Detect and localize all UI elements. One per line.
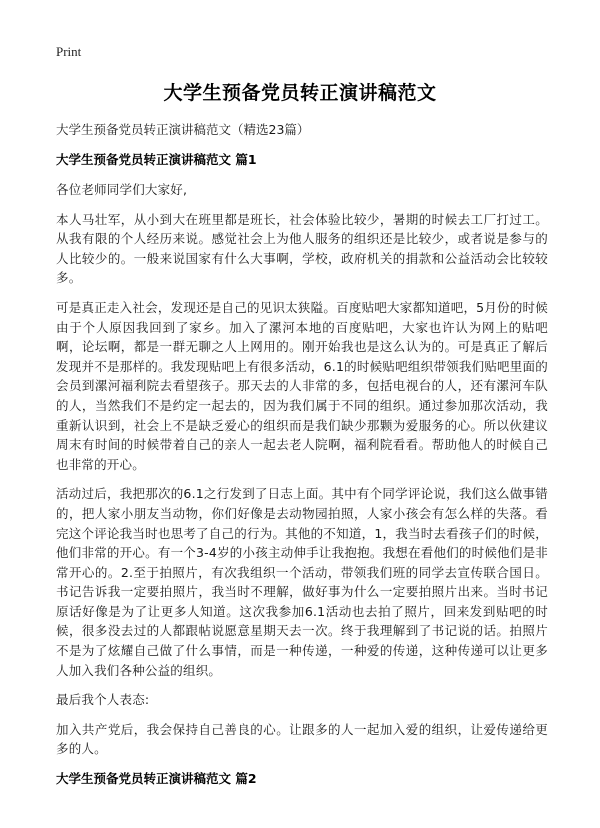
paragraph: 可是真正走入社会，发现还是自己的见识太狭隘。百度贴吧大家都知道吧，5月份的时候由于个人原因我回到了家乡。加入了漯河本地的百度贴吧，大家也许认为网上的贴吧啊，论坛啊，都是一群无聊之人上网用的。刚开始我也是这么认为的。可是真正了解后发现并不是那样的。我发现贴吧上有很多活动，6.1的时候贴吧组织带领我们贴吧里面的会员到漯河福利院去看望孩子。那天去的人非常的多，包括电视台的人，还有漯河车队的人，当然我们不是约定一起去的，因为我们属于不同的组织。通过参加那次活动，我重新认识到，社会上不是缺乏爱心的组织而是我们缺少那颗为爱服务的心。所以伙建议周末有时间的时候带着自己的亲人一起去老人院啊，福利院看看。帮助他人的时候自己也非常的开心。 xyxy=(56,299,548,472)
paragraph: 最后我个人表态: xyxy=(56,692,150,708)
document-body xyxy=(56,120,548,799)
page-title: 大学生预备党员转正演讲稿范文 xyxy=(163,82,437,104)
paragraph: 本人马壮军，从小到大在班里都是班长，社会体验比较少，暑期的时候去工厂打过工。从我有限的个人经历来说。感觉社会上为他人服务的组织还是比较少，或者说是参与的人比较少的。一般来说国家有什么大事啊，学校，政府机关的捐款和公益活动会比较较多。 xyxy=(56,211,548,286)
paragraph: 活动过后，我把那次的6.1之行发到了日志上面。其中有个同学评论说，我们这么做事错的，把人家小朋友当动物，你们好像是去动物园拍照，人家小孩会有怎么样的失落。看完这个评论我当时也思考了自己的行为。其他的不知道，1，我当时去看孩子们的时候，他们非常的开心。有一个3-4岁的小孩主动伸手让我抱抱。我想在看他们的时候他们是非常开心的。2.至于拍照片，有次我组织一个活动，带领我们班的同学去宣传联合国日。书记告诉我一定要拍照片，我当时不理解，做好事为什么一定要拍照片出来。当时书记原话好像是为了让更多人知道。这次我参加6.1活动也去拍了照片，回来发到贴吧的时候，很多没去过的人都跟帖说愿意星期天去一次。终于我理解到了书记说的话。拍照片不是为了炫耀自己做了什么事情，而是一种传递，一种爱的传递，这种传递可以让更多人加入我们各种公益的组织。 xyxy=(56,486,548,678)
section-heading-2: 大学生预备党员转正演讲稿范文 篇2 xyxy=(56,771,257,787)
paragraph: 加入共产党后，我会保持自己善良的心。让跟多的人一起加入爱的组织，让爱传递给更多的人。 xyxy=(56,721,548,757)
paragraph-greeting: 各位老师同学们大家好, xyxy=(56,182,188,197)
document-subtitle: 大学生预备党员转正演讲稿范文（精选23篇） xyxy=(56,122,310,137)
section-heading-1: 大学生预备党员转正演讲稿范文 篇1 xyxy=(56,152,257,167)
print-label[interactable]: Print xyxy=(56,44,82,59)
